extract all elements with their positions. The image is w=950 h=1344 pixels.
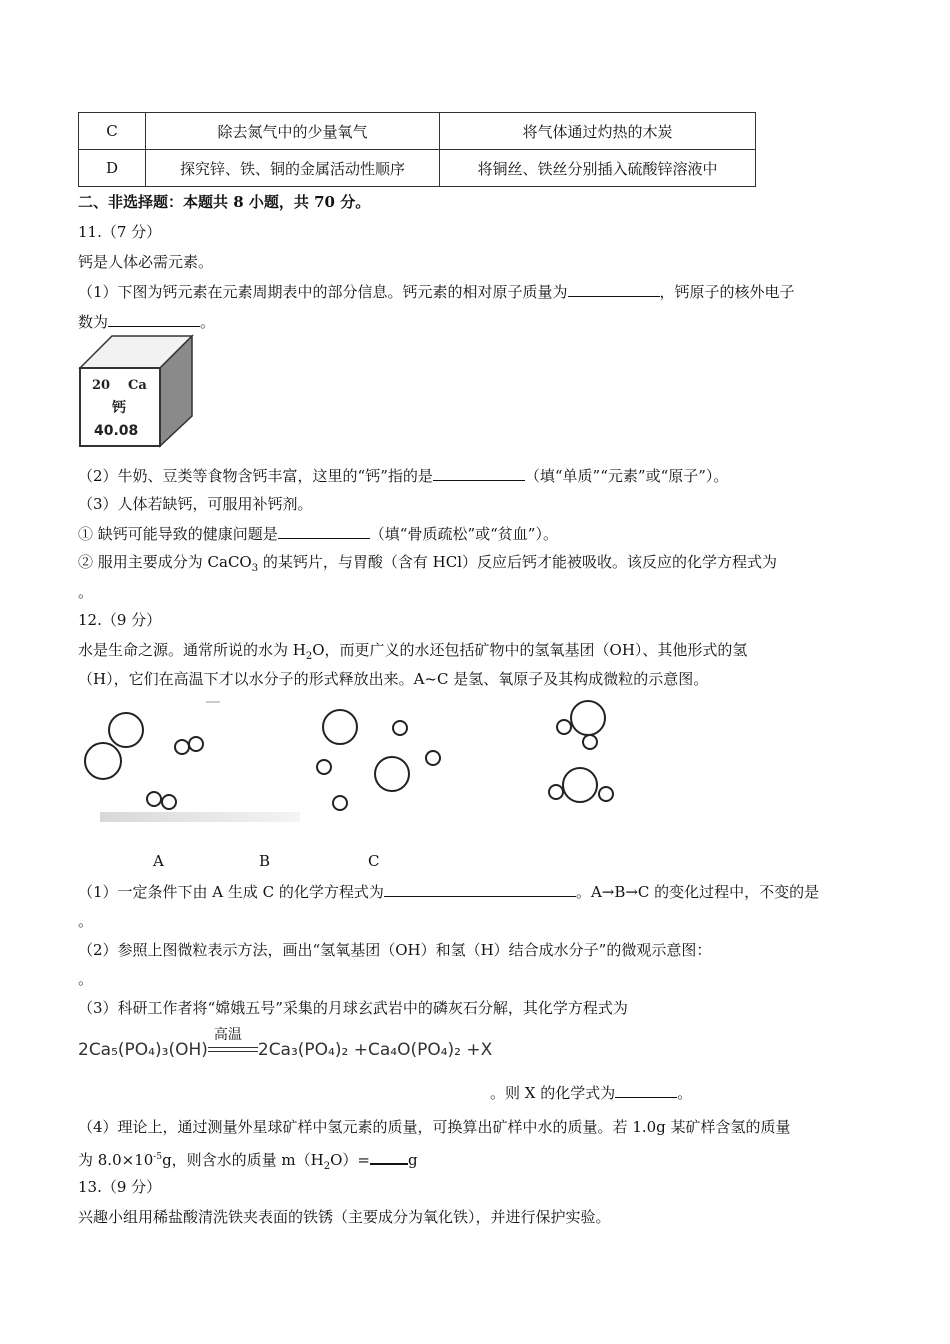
- q11-part3-1: [78, 522, 558, 545]
- answer-blank[interactable]: [615, 1081, 677, 1098]
- q11-part3-2: [78, 551, 777, 580]
- element-name: 钙: [112, 400, 126, 416]
- text: O）=: [330, 1151, 370, 1169]
- text: ② 服用主要成分为 CaCO: [78, 553, 252, 571]
- table-row: [79, 113, 756, 150]
- diagram-label-a: A: [153, 852, 164, 870]
- text: O，而更广义的水还包括矿物中的氢氧基团（OH）、其他形式的氢: [312, 641, 748, 659]
- oxygen-atom: [571, 701, 605, 735]
- calcium-element-cube: [78, 334, 196, 449]
- q12-part1: [78, 880, 819, 903]
- superscript: -5: [153, 1152, 163, 1162]
- hydrogen-atom: [549, 785, 563, 799]
- answer-blank[interactable]: [568, 280, 660, 297]
- hydrogen-atom: [557, 720, 571, 734]
- oxygen-atom: [323, 710, 357, 744]
- diagram-label-b: B: [259, 852, 271, 870]
- scan-shadow: [100, 812, 300, 822]
- text: 。: [200, 313, 216, 331]
- hydrogen-atom: [147, 792, 161, 806]
- equation-left: 2Ca₅(PO₄)₃(OH): [78, 1040, 208, 1060]
- hydrogen-atom: [393, 721, 407, 735]
- particles-a: [85, 713, 203, 809]
- text: ① 缺钙可能导致的健康问题是: [78, 525, 278, 543]
- text: （填“单质”“元素”或“原子”）。: [524, 467, 729, 485]
- option-key: C: [79, 113, 146, 150]
- answer-blank[interactable]: [384, 880, 576, 897]
- particles-b: [317, 710, 440, 810]
- q13-intro: 兴趣小组用稀盐酸清洗铁夹表面的铁锈（主要成分为氧化铁），并进行保护实验。: [78, 1208, 611, 1226]
- text: 。则 X 的化学式为: [490, 1084, 616, 1102]
- q11-part3: （3）人体若缺钙，可服用补钙剂。: [78, 495, 313, 513]
- hydrogen-atom: [317, 760, 331, 774]
- equation-right: 2Ca₃(PO₄)₂ +Ca₄O(PO₄)₂ +X: [257, 1040, 493, 1060]
- particle-diagram: [78, 696, 638, 831]
- q12-part1-end: 。: [78, 912, 94, 930]
- q12-intro-line2: （H），它们在高温下才以水分子的形式释放出来。A~C 是氢、氧原子及其构成微粒的示意图。: [78, 670, 709, 688]
- answer-blank[interactable]: [433, 464, 525, 481]
- section-title: 二、非选择题：本题共 8 小题，共 70 分。: [78, 193, 371, 211]
- text: （2）牛奶、豆类等食物含钙丰富，这里的“钙”指的是: [78, 467, 433, 485]
- text: （1）一定条件下由 A 生成 C 的化学方程式为: [78, 883, 384, 901]
- q12-part3-question: [490, 1081, 692, 1104]
- text: 为 8.0×10: [78, 1151, 154, 1169]
- oxygen-atom: [85, 743, 121, 779]
- option-goal: 除去氮气中的少量氧气: [146, 113, 440, 150]
- q12-part4-line1: （4）理论上，通过测量外星球矿样中氢元素的质量，可换算出矿样中水的质量。若 1.0g 某矿样含氢的质量: [78, 1118, 791, 1136]
- text: 。: [677, 1084, 693, 1102]
- option-method: 将气体通过灼热的木炭: [440, 113, 756, 150]
- q12-header: 12.（9 分）: [78, 611, 162, 629]
- option-key: D: [79, 150, 146, 187]
- hydrogen-atom: [426, 751, 440, 765]
- subscript: 2: [323, 1161, 331, 1172]
- particles-c: [549, 701, 613, 802]
- atomic-mass: 40.08: [94, 423, 139, 439]
- subscript: 2: [305, 651, 313, 662]
- diagram-label-c: C: [368, 852, 380, 870]
- hydrogen-atom: [333, 796, 347, 810]
- q12-intro-line1: [78, 639, 747, 668]
- option-goal: 探究锌、铁、铜的金属活动性顺序: [146, 150, 440, 187]
- hydrogen-atom: [162, 795, 176, 809]
- hydrogen-atom: [599, 787, 613, 801]
- q13-header: 13.（9 分）: [78, 1178, 162, 1196]
- text: 。A→B→C 的变化过程中，不变的是: [575, 883, 820, 901]
- text: （1）下图为钙元素在元素周期表中的部分信息。钙元素的相对原子质量为: [78, 283, 568, 301]
- text: 数为: [78, 313, 109, 331]
- oxygen-atom: [109, 713, 143, 747]
- text: 水是生命之源。通常所说的水为 H: [78, 641, 306, 659]
- q12-part3: （3）科研工作者将“嫦娥五号”采集的月球玄武岩中的磷灰石分解，其化学方程式为: [78, 999, 628, 1017]
- q11-part1-line2: [78, 310, 215, 333]
- q11-part3-2-end: 。: [78, 583, 94, 601]
- hydrogen-atom: [175, 740, 189, 754]
- oxygen-atom: [375, 757, 409, 791]
- reaction-condition: 高温: [213, 1027, 242, 1043]
- text: （填“骨质疏松”或“贫血”）。: [369, 525, 558, 543]
- text: ，钙原子的核外电子: [659, 283, 795, 301]
- hydrogen-atom: [583, 735, 597, 749]
- answer-blank[interactable]: [108, 310, 200, 327]
- atomic-number: 20: [92, 378, 111, 393]
- options-table: [78, 112, 756, 187]
- oxygen-atom: [563, 768, 597, 802]
- subscript: 3: [251, 563, 259, 574]
- table-row: [79, 150, 756, 187]
- element-symbol: Ca: [128, 378, 147, 393]
- text: g，则含水的质量 m（H: [162, 1151, 324, 1169]
- q11-header: 11.（7 分）: [78, 223, 162, 241]
- q11-part2: [78, 464, 728, 487]
- q11-part1-line1: [78, 280, 795, 303]
- chemical-equation: [78, 1027, 493, 1060]
- q12-part2-end: 。: [78, 970, 94, 988]
- q12-part2: （2）参照上图微粒表示方法，画出“氢氧基团（OH）和氢（H）结合成水分子”的微观示意图：: [78, 941, 712, 959]
- hydrogen-atom: [189, 737, 203, 751]
- q11-intro: 钙是人体必需元素。: [78, 253, 214, 271]
- answer-blank[interactable]: [278, 522, 370, 539]
- text: g: [408, 1151, 418, 1169]
- reaction-arrow: [208, 1027, 258, 1060]
- option-method: 将铜丝、铁丝分别插入硫酸锌溶液中: [440, 150, 756, 187]
- text: 的某钙片，与胃酸（含有 HCl）反应后钙才能被吸收。该反应的化学方程式为: [258, 553, 778, 571]
- answer-blank[interactable]: [370, 1147, 408, 1165]
- q12-part4-line2: [78, 1146, 418, 1178]
